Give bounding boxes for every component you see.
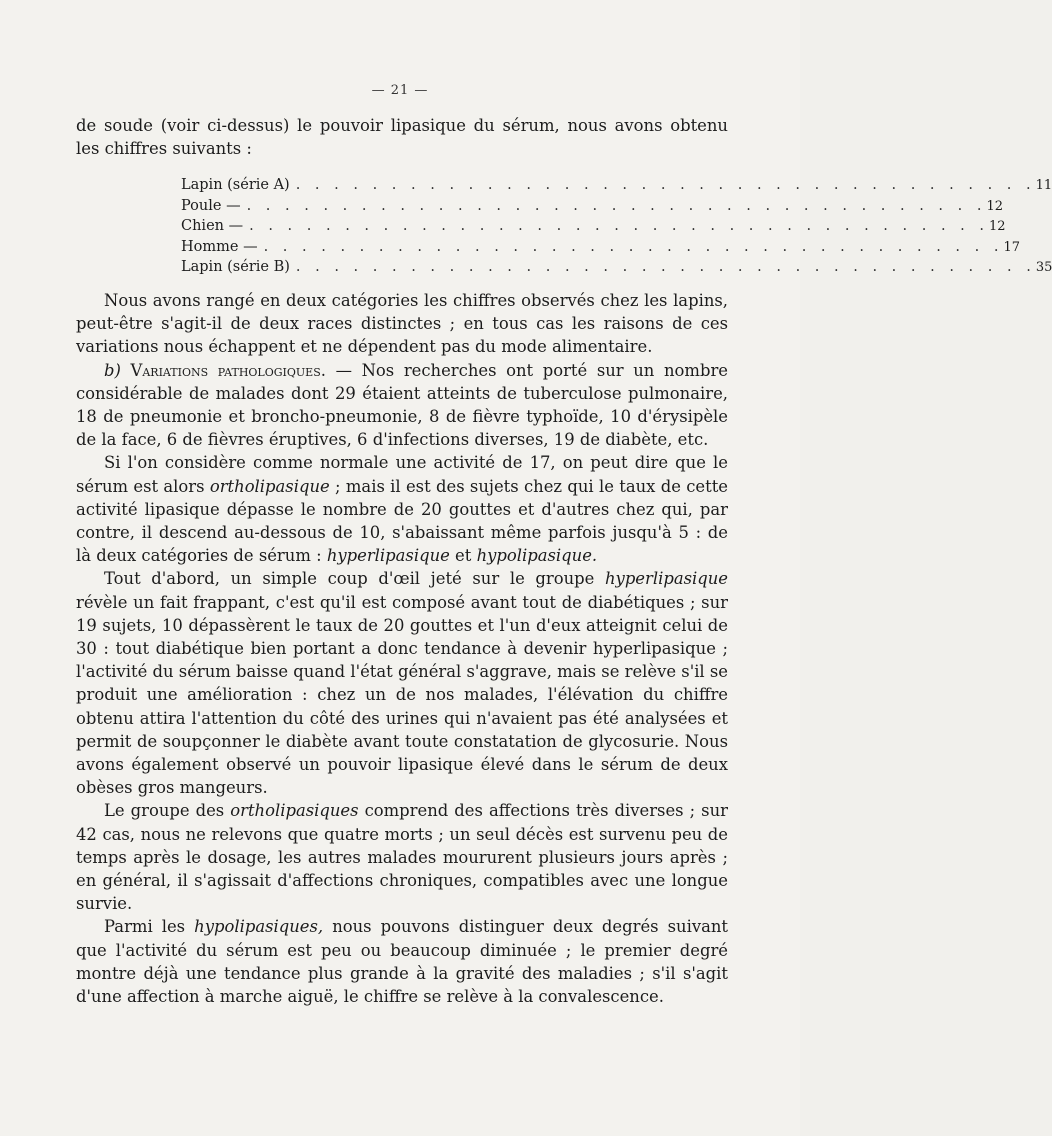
- intro-paragraph: de soude (voir ci-dessus) le pouvoir lipasique du sérum, nous avons obtenu les chiffres suivants :: [76, 116, 728, 159]
- row-value: 35: [1035, 260, 1052, 276]
- section-heading: Variations pathologiques.: [130, 360, 326, 380]
- text-run: et: [455, 546, 472, 566]
- term-italic: hyperlipasique: [605, 569, 728, 589]
- row-label: Poule —: [181, 197, 241, 214]
- row-value: 12: [986, 198, 1004, 214]
- leader-dots: . . . . . . . . . . . . . . . . . . . . . . . . . . . . . . . . . . . . . . .: [295, 177, 1036, 194]
- term-italic: hypolipasiques,: [194, 917, 324, 937]
- text-run: Parmi les: [104, 917, 186, 937]
- text-run: Tout d'abord, un simple coup d'œil jeté sur le groupe: [104, 569, 595, 589]
- paragraph-categories: [76, 451, 728, 567]
- section-letter: b): [104, 360, 121, 380]
- table-row: [181, 256, 1052, 277]
- paragraph-text: — Nos recherches ont porté sur un nombre considérable de malades dont 29 étaient atteints de tuberculose pulmonaire, 18 de pneumonie et broncho-pneumonie, 8 de fièvre typhoïde, 10 d'érysipèle de la face, 6 de fièvres éruptives, 6 d'infections diverses, 19 de diabète, etc.: [76, 360, 728, 450]
- text-run: révèle un fait frappant, c'est qu'il est composé avant tout de diabétiques ; sur 19 sujets, 10 dépassèrent le taux de 20 gouttes et l'un d'eux atteignit celui de 30 : tout diabétique bien portant a donc tendance à devenir hyperlipasique ; l'activité du sérum baisse quand l'état général s'aggrave, mais se relève s'il se produit une amélioration : chez un de nos malades, l'élévation du chiffre obtenu attira l'attention du côté des urines qui n'avaient pas été analysées et permit de soupçonner le diabète avant toute constatation de glycosurie. Nous avons également observé un pouvoir lipasique élevé dans le sérum de deux obèses gros mangeurs.: [76, 592, 729, 798]
- leader-dots: . . . . . . . . . . . . . . . . . . . . . . . . . . . . . . . . . . . . . . .: [295, 259, 1036, 276]
- table-row: [181, 236, 1021, 257]
- row-label: Lapin (série A): [181, 177, 290, 194]
- text-run: ; mais il est des sujets chez qui le taux de cette activité lipasique dépasse le nombre de 20 gouttes et d'autres chez qui, par contre, il descend au-dessous de 10, s'abaissant même parfois jusqu'à 5 : de là deux catégories de sérum :: [76, 476, 728, 566]
- term-italic: hypolipasique.: [476, 546, 598, 566]
- text-run: comprend des affections très diverses ; sur 42 cas, nous ne relevons que quatre morts ; un seul décès est survenu peu de temps après le dosage, les autres malades moururent plusieurs jours après ; en général, il s'agissait d'affections chroniques, compatibles avec une longue survie.: [76, 801, 728, 914]
- row-value: 11: [1035, 178, 1052, 194]
- paragraph-pathological: [76, 359, 728, 452]
- table-row: [181, 195, 1004, 216]
- body-text: [76, 114, 1052, 1008]
- row-value: 17: [1003, 239, 1021, 255]
- row-label: Lapin (série B): [181, 259, 290, 276]
- paragraph-hyperlipasic: [76, 567, 728, 799]
- term-italic: hyperlipasique: [326, 546, 450, 566]
- row-label: Homme —: [181, 238, 258, 255]
- page-number: — 21 —: [371, 83, 429, 98]
- values-table: [181, 174, 1052, 277]
- paragraph-ortholipasic: [76, 799, 728, 915]
- row-label: Chien —: [181, 218, 244, 235]
- table-row: [181, 215, 1006, 236]
- table-row: [181, 174, 1052, 195]
- term-italic: ortholipasiques: [230, 801, 359, 821]
- term-italic: ortholipasique: [209, 476, 330, 496]
- text-run: Si l'on considère comme normale une activité de 17, on peut dire que le sérum est alors: [76, 453, 728, 496]
- leader-dots: . . . . . . . . . . . . . . . . . . . . . . . . . . . . . . . . . . . . . . .: [246, 197, 987, 214]
- leader-dots: . . . . . . . . . . . . . . . . . . . . . . . . . . . . . . . . . . . . . . .: [249, 218, 990, 235]
- text-run: nous pouvons distinguer deux degrés suivant que l'activité du sérum est peu ou beaucoup diminuée ; le premier degré montre déjà une tendance plus grande à la gravité des maladies ; s'il s'agit d'une affection à marche aiguë, le chiffre se relève à la convalescence.: [76, 917, 729, 1006]
- row-value: 12: [989, 219, 1006, 235]
- paragraph-rabbits: Nous avons rangé en deux catégories les chiffres observés chez les lapins, peut-être s'agit-il de deux races distinctes ; en tous cas les raisons de ces variations nous échappent et ne dépendent pas du mode alimentaire.: [76, 290, 728, 357]
- text-run: Le groupe des: [104, 801, 225, 821]
- paragraph-hypolipasic: [76, 915, 728, 1008]
- leader-dots: . . . . . . . . . . . . . . . . . . . . . . . . . . . . . . . . . . . . . . .: [263, 238, 1004, 255]
